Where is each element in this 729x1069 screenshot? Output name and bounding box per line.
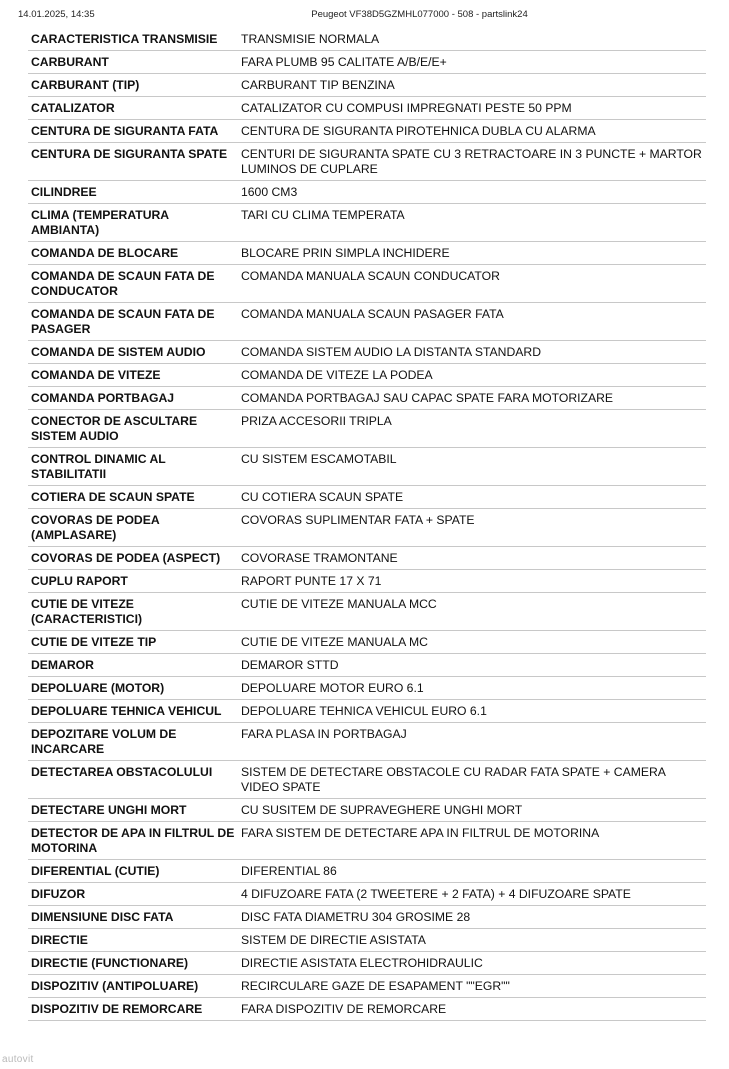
spec-row [28,74,706,97]
page-header [18,9,711,23]
spec-key: COMANDA DE SCAUN FATA DE PASAGER [28,303,238,341]
spec-value: CUTIE DE VITEZE MANUALA MC [238,631,706,654]
spec-row [28,303,706,341]
spec-value: FARA DISPOZITIV DE REMORCARE [238,998,706,1021]
spec-key: DISPOZITIV DE REMORCARE [28,998,238,1021]
spec-value: 4 DIFUZOARE FATA (2 TWEETERE + 2 FATA) + 4 DIFUZOARE SPATE [238,883,706,906]
spec-row [28,265,706,303]
spec-key: CONTROL DINAMIC AL STABILITATII [28,448,238,486]
spec-value: DEPOLUARE MOTOR EURO 6.1 [238,677,706,700]
spec-key: CENTURA DE SIGURANTA FATA [28,120,238,143]
spec-value: CENTURA DE SIGURANTA PIROTEHNICA DUBLA CU ALARMA [238,120,706,143]
spec-value: DIRECTIE ASISTATA ELECTROHIDRAULIC [238,952,706,975]
spec-value: RECIRCULARE GAZE DE ESAPAMENT ""EGR"" [238,975,706,998]
spec-value: TARI CU CLIMA TEMPERATA [238,204,706,242]
spec-row [28,120,706,143]
spec-key: COVORAS DE PODEA (AMPLASARE) [28,509,238,547]
spec-row [28,364,706,387]
spec-key: CLIMA (TEMPERATURA AMBIANTA) [28,204,238,242]
vehicle-spec-table [28,28,706,1021]
spec-value: PRIZA ACCESORII TRIPLA [238,410,706,448]
spec-key: CATALIZATOR [28,97,238,120]
spec-key: CUPLU RAPORT [28,570,238,593]
spec-row [28,509,706,547]
spec-row [28,952,706,975]
spec-key: CENTURA DE SIGURANTA SPATE [28,143,238,181]
spec-value: CU SISTEM ESCAMOTABIL [238,448,706,486]
spec-row [28,883,706,906]
spec-key: DETECTAREA OBSTACOLULUI [28,761,238,799]
spec-row [28,341,706,364]
spec-key: COVORAS DE PODEA (ASPECT) [28,547,238,570]
spec-value: FARA SISTEM DE DETECTARE APA IN FILTRUL DE MOTORINA [238,822,706,860]
spec-row [28,387,706,410]
spec-row [28,97,706,120]
spec-row [28,929,706,952]
spec-row [28,242,706,265]
spec-value: FARA PLUMB 95 CALITATE A/B/E/E+ [238,51,706,74]
spec-value: DIFERENTIAL 86 [238,860,706,883]
spec-table-body [28,28,706,1021]
print-datetime: 14.01.2025, 14:35 [18,9,95,20]
spec-row [28,822,706,860]
spec-value: CUTIE DE VITEZE MANUALA MCC [238,593,706,631]
spec-value: FARA PLASA IN PORTBAGAJ [238,723,706,761]
spec-value: DISC FATA DIAMETRU 304 GROSIME 28 [238,906,706,929]
spec-key: DISPOZITIV (ANTIPOLUARE) [28,975,238,998]
page-title-text: Peugeot VF38D5GZMHL077000 - 508 - partslink24 [311,9,528,20]
spec-value: CU SUSITEM DE SUPRAVEGHERE UNGHI MORT [238,799,706,822]
spec-row [28,860,706,883]
spec-row [28,723,706,761]
spec-key: CILINDREE [28,181,238,204]
spec-value: CENTURI DE SIGURANTA SPATE CU 3 RETRACTOARE IN 3 PUNCTE + MARTOR LUMINOS DE CUPLARE [238,143,706,181]
spec-key: CUTIE DE VITEZE TIP [28,631,238,654]
spec-key: DEMAROR [28,654,238,677]
watermark: autovit [2,1054,34,1065]
spec-row [28,181,706,204]
spec-key: CARACTERISTICA TRANSMISIE [28,28,238,51]
spec-value: CU COTIERA SCAUN SPATE [238,486,706,509]
spec-value: SISTEM DE DIRECTIE ASISTATA [238,929,706,952]
spec-value: TRANSMISIE NORMALA [238,28,706,51]
spec-value: COMANDA DE VITEZE LA PODEA [238,364,706,387]
spec-key: DIRECTIE (FUNCTIONARE) [28,952,238,975]
spec-row [28,143,706,181]
spec-key: DETECTARE UNGHI MORT [28,799,238,822]
spec-value: CARBURANT TIP BENZINA [238,74,706,97]
spec-key: CARBURANT (TIP) [28,74,238,97]
spec-row [28,570,706,593]
spec-key: DEPOLUARE TEHNICA VEHICUL [28,700,238,723]
spec-key: CUTIE DE VITEZE (CARACTERISTICI) [28,593,238,631]
spec-key: DEPOLUARE (MOTOR) [28,677,238,700]
spec-key: COMANDA DE SCAUN FATA DE CONDUCATOR [28,265,238,303]
spec-row [28,547,706,570]
spec-value: COVORASE TRAMONTANE [238,547,706,570]
spec-value: COMANDA SISTEM AUDIO LA DISTANTA STANDARD [238,341,706,364]
spec-value: COMANDA MANUALA SCAUN PASAGER FATA [238,303,706,341]
page-title [18,9,711,20]
spec-value: SISTEM DE DETECTARE OBSTACOLE CU RADAR FATA SPATE + CAMERA VIDEO SPATE [238,761,706,799]
spec-key: DIFUZOR [28,883,238,906]
spec-row [28,654,706,677]
spec-key: DETECTOR DE APA IN FILTRUL DE MOTORINA [28,822,238,860]
spec-row [28,799,706,822]
spec-row [28,631,706,654]
spec-key: COMANDA DE BLOCARE [28,242,238,265]
spec-row [28,204,706,242]
spec-row [28,51,706,74]
spec-row [28,906,706,929]
spec-key: DEPOZITARE VOLUM DE INCARCARE [28,723,238,761]
spec-value: COMANDA MANUALA SCAUN CONDUCATOR [238,265,706,303]
spec-value: RAPORT PUNTE 17 X 71 [238,570,706,593]
spec-value: DEMAROR STTD [238,654,706,677]
spec-key: COMANDA PORTBAGAJ [28,387,238,410]
spec-key: COMANDA DE SISTEM AUDIO [28,341,238,364]
spec-value: BLOCARE PRIN SIMPLA INCHIDERE [238,242,706,265]
spec-value: DEPOLUARE TEHNICA VEHICUL EURO 6.1 [238,700,706,723]
spec-value: COMANDA PORTBAGAJ SAU CAPAC SPATE FARA MOTORIZARE [238,387,706,410]
spec-key: COMANDA DE VITEZE [28,364,238,387]
spec-row [28,448,706,486]
spec-key: CONECTOR DE ASCULTARE SISTEM AUDIO [28,410,238,448]
spec-value: CATALIZATOR CU COMPUSI IMPREGNATI PESTE 50 PPM [238,97,706,120]
spec-value: 1600 CM3 [238,181,706,204]
spec-row [28,761,706,799]
spec-row [28,700,706,723]
spec-key: COTIERA DE SCAUN SPATE [28,486,238,509]
spec-row [28,998,706,1021]
spec-row [28,410,706,448]
spec-row [28,593,706,631]
spec-row [28,486,706,509]
spec-key: CARBURANT [28,51,238,74]
spec-row [28,975,706,998]
spec-row [28,677,706,700]
spec-key: DIMENSIUNE DISC FATA [28,906,238,929]
spec-row [28,28,706,51]
spec-key: DIRECTIE [28,929,238,952]
spec-value: COVORAS SUPLIMENTAR FATA + SPATE [238,509,706,547]
spec-key: DIFERENTIAL (CUTIE) [28,860,238,883]
